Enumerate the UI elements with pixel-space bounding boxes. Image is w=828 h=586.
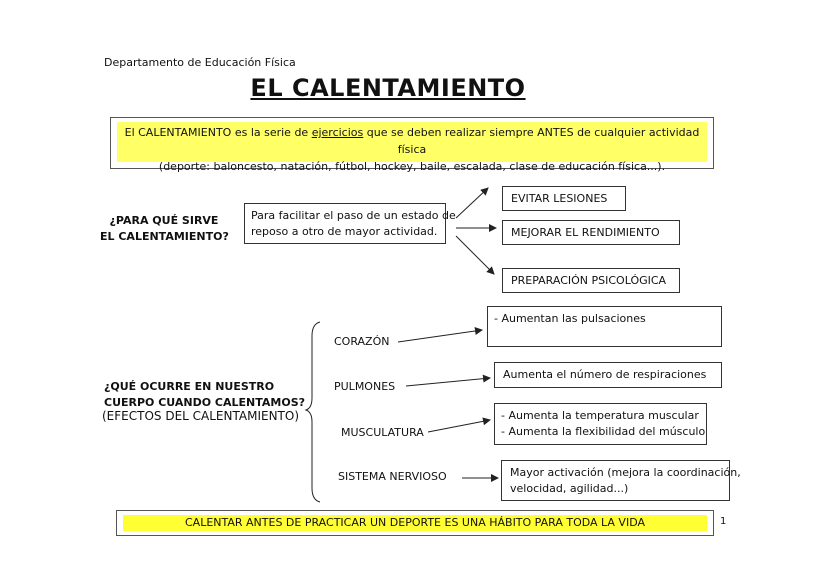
organ-lungs: PULMONES <box>334 380 396 393</box>
organ-nervous-system: SISTEMA NERVIOSO <box>338 470 447 483</box>
arrow-muscles <box>428 420 490 432</box>
page-title: EL CALENTAMIENTO <box>250 74 526 102</box>
arrow-lungs <box>406 378 490 386</box>
exercises-link[interactable]: ejercicios <box>311 126 364 139</box>
effects-question-line2: CUERPO CUANDO CALENTAMOS? <box>104 396 306 409</box>
purpose-answer-line2: reposo a otro de mayor actividad. <box>251 225 438 238</box>
outcome-avoid-injuries: EVITAR LESIONES <box>502 186 626 211</box>
definition-line2: (deporte: baloncesto, natación, fútbol, hockey, baile, escalada, clase de educación física...). <box>158 160 666 173</box>
heart-effect-box: - Aumentan las pulsaciones <box>487 306 722 347</box>
purpose-answer-line1: Para facilitar el paso de un estado de <box>251 209 456 222</box>
arrow-to-psychological <box>456 236 494 274</box>
effects-question-line3: (EFECTOS DEL CALENTAMIENTO) <box>102 409 300 423</box>
outcome-psychological: PREPARACIÓN PSICOLÓGICA <box>502 268 680 293</box>
definition-part1: El CALENTAMIENTO es la serie de <box>124 126 312 139</box>
nervous-effect-line2: velocidad, agilidad...) <box>510 482 629 495</box>
arrow-heart <box>398 330 482 342</box>
purpose-question-line2: EL CALENTAMIENTO? <box>100 230 229 243</box>
muscles-effect-line1: - Aumenta la temperatura muscular <box>501 409 699 422</box>
organ-muscles: MUSCULATURA <box>341 426 424 439</box>
arrow-to-avoid-injuries <box>456 188 488 218</box>
page-number: 1 <box>720 516 727 527</box>
purpose-question-line1: ¿PARA QUÉ SIRVE <box>109 214 219 227</box>
definition-part2: que se deben realizar siempre ANTES de cualquier actividad física <box>363 126 700 156</box>
department-label: Departamento de Educación Física <box>104 56 296 69</box>
muscles-effect-line2: - Aumenta la flexibilidad del músculo <box>501 425 706 438</box>
effects-brace <box>306 322 320 502</box>
outcome-performance: MEJORAR EL RENDIMIENTO <box>502 220 680 245</box>
footer-message: CALENTAR ANTES DE PRACTICAR UN DEPORTE ES UNA HÁBITO PARA TODA LA VIDA <box>123 515 707 531</box>
effects-question-line1: ¿QUÉ OCURRE EN NUESTRO <box>104 380 275 393</box>
organ-heart: CORAZÓN <box>334 335 390 348</box>
lungs-effect-box: Aumenta el número de respiraciones <box>494 362 722 388</box>
nervous-effect-line1: Mayor activación (mejora la coordinación, <box>510 466 741 479</box>
